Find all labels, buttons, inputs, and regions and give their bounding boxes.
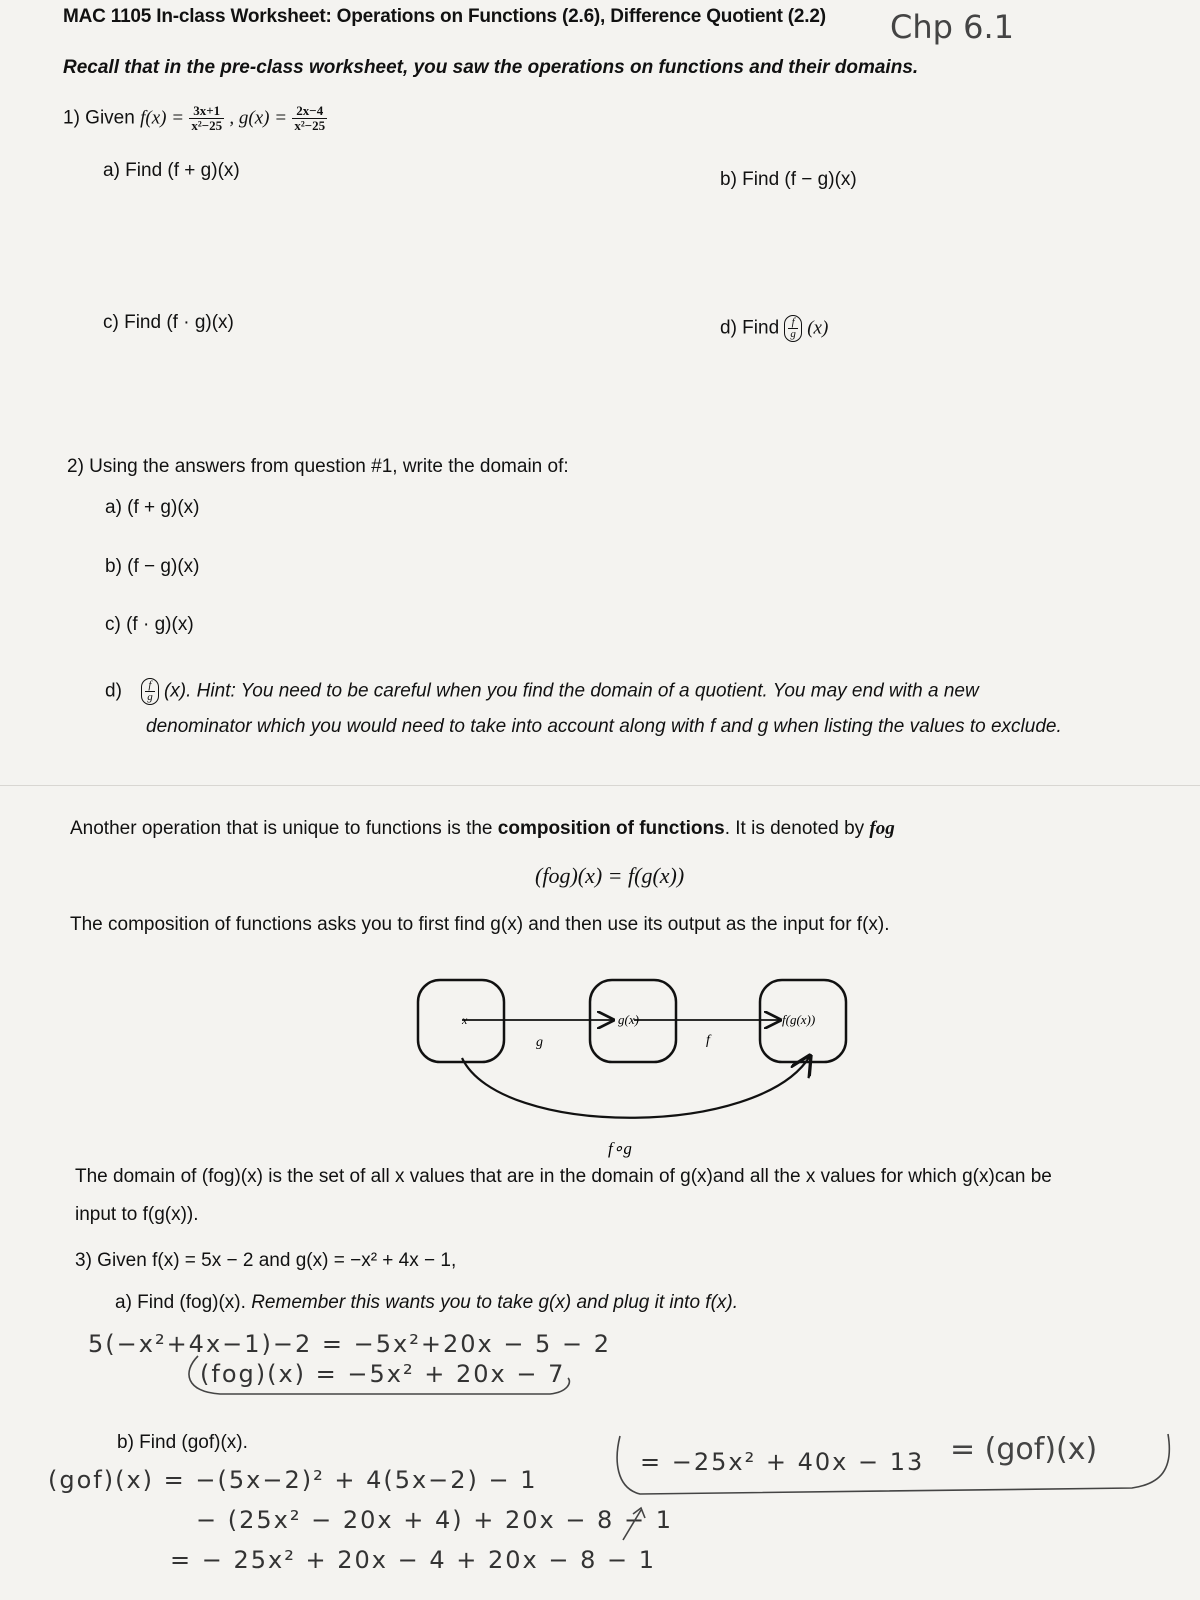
g-fraction (292, 104, 327, 133)
f-fraction (189, 104, 224, 133)
q2-part-d (105, 678, 979, 705)
diagram-label-gx: g(x) (618, 1012, 639, 1027)
q2-d-hint-line1: (x). Hint: You need to be careful when you find the domain of a quotient. You may end with a new (163, 680, 979, 702)
composition-diagram (400, 968, 860, 1158)
handwriting-b-bracket (612, 1430, 1187, 1508)
q2-part-c: c) (f · g)(x) (105, 614, 194, 635)
composition-term: composition of functions (497, 818, 725, 839)
arrow-fog-curve (462, 1056, 810, 1118)
q1-part-b: b) Find (f − g)(x) (720, 169, 857, 190)
f-over-g-symbol-2: $\frac{f}{g}$ (141, 678, 159, 705)
q2-d-label: d) (105, 680, 122, 702)
handwriting-a-line2: (fog)(x) = −5x² + 20x − 7 (200, 1360, 566, 1388)
q2-d-hint-line2: denominator which you would need to take into account along with f and g when listing the values to exclude. (146, 716, 1062, 737)
f-definition: f(x) = (140, 107, 185, 129)
q3-part-a (115, 1292, 738, 1314)
diagram-arrow-f-label: f (706, 1033, 710, 1048)
q1-part-a: a) Find (f + g)(x) (103, 160, 240, 181)
handwriting-b-label: = (gof)(x) (950, 1432, 1098, 1467)
composition-intro (70, 818, 895, 840)
handwriting-a-line1: 5(−x²+4x−1)−2 = −5x²+20x − 5 − 2 (88, 1330, 611, 1358)
g-numerator: 2x−4 (292, 104, 327, 119)
q3-part-a-hint: Remember this wants you to take g(x) and plug it into f(x). (251, 1292, 739, 1313)
q3-part-a-label: a) Find (fog)(x). (115, 1292, 246, 1313)
diagram-label-fgx: f(g(x)) (782, 1012, 816, 1027)
diagram-label-x: x (462, 1013, 468, 1027)
handwriting-b-line2: − (25x² − 20x + 4) + 20x − 8 − 1 (196, 1506, 673, 1534)
handwriting-b-line1: (gof)(x) = −(5x−2)² + 4(5x−2) − 1 (48, 1466, 538, 1494)
composition-formula: (fog)(x) = f(g(x)) (535, 863, 685, 888)
handwriting-b-arrow (615, 1504, 655, 1544)
worksheet-title: MAC 1105 In-class Worksheet: Operations on Functions (2.6), Difference Quotient (2.2) (63, 6, 826, 27)
f-denominator: x²−25 (191, 118, 223, 133)
domain-definition-line1: The domain of (fog)(x) is the set of all x values that are in the domain of g(x)and all the x values for which g(x)can be (75, 1166, 1052, 1187)
diagram-arrow-g-label: g (536, 1035, 543, 1050)
f-over-g-symbol: $\frac{f}{g}$ (784, 315, 802, 342)
q2-prompt: 2) Using the answers from question #1, write the domain of: (67, 456, 569, 477)
domain-definition-line2: input to f(g(x)). (75, 1204, 199, 1225)
q1-given (63, 104, 327, 133)
handwriting-a-bracket (180, 1352, 580, 1402)
q1-d-label: d) Find (720, 317, 780, 339)
q2-part-b: b) (f − g)(x) (105, 556, 200, 577)
composition-intro-start: Another operation that is unique to functions is the (70, 818, 498, 839)
q1-d-tail: (x) (807, 317, 829, 339)
fog-symbol: fog (869, 818, 895, 839)
intro-text: Recall that in the pre-class worksheet, you saw the operations on functions and their domains. (63, 57, 919, 78)
q2-part-a: a) (f + g)(x) (105, 497, 200, 518)
composition-explanation: The composition of functions asks you to first find g(x) and then use its output as the input for f(x). (70, 914, 890, 935)
q3-given: 3) Given f(x) = 5x − 2 and g(x) = −x² + 4x − 1, (75, 1250, 457, 1271)
q1-prefix: 1) Given (63, 107, 135, 129)
f-numerator: 3x+1 (189, 104, 224, 119)
diagram-curve-label: f∘g (608, 1139, 632, 1158)
diagram-box-x (418, 980, 504, 1062)
page-divider (0, 785, 1200, 786)
q1-part-d (720, 315, 828, 342)
q3-part-b: b) Find (gof)(x). (117, 1432, 248, 1453)
g-definition: , g(x) = (229, 107, 288, 129)
handwriting-b-result: = −25x² + 40x − 13 (640, 1448, 925, 1476)
handwriting-b-line3: = − 25x² + 20x − 4 + 20x − 8 − 1 (170, 1546, 656, 1574)
g-denominator: x²−25 (294, 118, 326, 133)
chapter-note: Chp 6.1 (890, 8, 1014, 46)
composition-intro-end: . It is denoted by (724, 818, 870, 839)
q1-part-c: c) Find (f · g)(x) (103, 312, 234, 333)
